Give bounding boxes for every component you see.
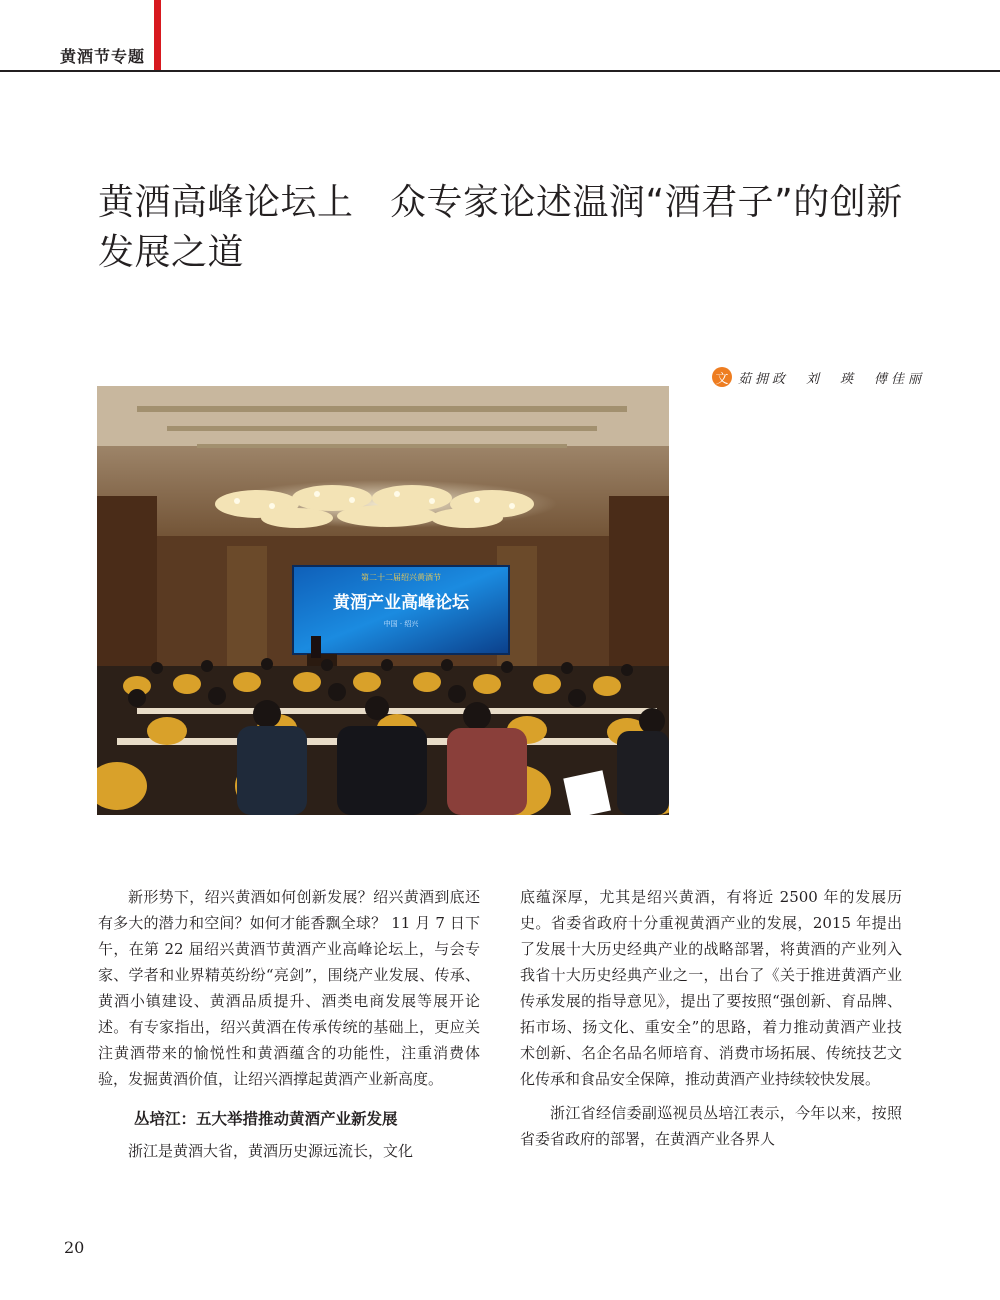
screen-line-1: 第二十二届绍兴黄酒节 (361, 573, 441, 582)
title-line-1: 黄酒高峰论坛上 众专家论述温润“酒君子”的创新 (98, 182, 903, 223)
conference-photo (97, 386, 669, 815)
byline (712, 367, 925, 387)
article-column-1 (98, 884, 480, 1164)
header-rule (0, 70, 1000, 72)
article-title (98, 178, 928, 278)
paragraph-3: 底蕴深厚，尤其是绍兴黄酒，有将近 2500 年的发展历史。省委省政府十分重视黄酒产业的发展，2015 年提出了发展十大历史经典产业的战略部署，将黄酒的产业列入我省十大历史经典产业之一，出台了《关于推进黄酒产业传承发展的指导意见》，提出了要按照“强创新、育品牌、拓市场、扬文化、重安全”的思路，着力推动黄酒产业技术创新、名企名品名师培育、消费市场拓展、传统技艺文化传承和食品安全保障，推动黄酒产业持续较快发展。 (520, 888, 902, 1088)
paragraph-4: 浙江省经信委副巡视员丛培江表示，今年以来，按照省委省政府的部署，在黄酒产业各界人 (520, 1104, 902, 1148)
screen-line-2: 黄酒产业高峰论坛 (333, 593, 469, 613)
paragraph-2: 浙江是黄酒大省，黄酒历史源远流长，文化 (128, 1142, 414, 1160)
author-names: 茹拥政 刘 瑛 傅佳丽 (738, 371, 926, 387)
paragraph-1: 新形势下，绍兴黄酒如何创新发展？绍兴黄酒到底还有多大的潜力和空间？如何才能香飘全球？ 11 月 7 日下午，在第 22 届绍兴黄酒节黄酒产业高峰论坛上，与会专家、学者和业界精英纷纷“亮剑”，围绕产业发展、传承、黄酒小镇建设、黄酒品质提升、酒类电商发展等展开论述。有专家指出，绍兴黄酒在传承传统的基础上，更应关注黄酒带来的愉悦性和黄酒蕴含的功能性，注重消费体验，发掘黄酒价值，让绍兴酒撑起黄酒产业新高度。 (98, 888, 480, 1088)
subheading: 丛培江：五大举措推动黄酒产业新发展 (134, 1110, 398, 1128)
screen-line-3: 中国 · 绍兴 (383, 620, 419, 628)
section-label: 黄酒节专题 (60, 47, 146, 66)
title-line-2: 发展之道 (98, 232, 245, 273)
article-column-2 (520, 884, 902, 1152)
page-number: 20 (64, 1238, 85, 1257)
header-accent-bar (154, 0, 161, 72)
author-badge-icon: 文 (712, 367, 732, 387)
